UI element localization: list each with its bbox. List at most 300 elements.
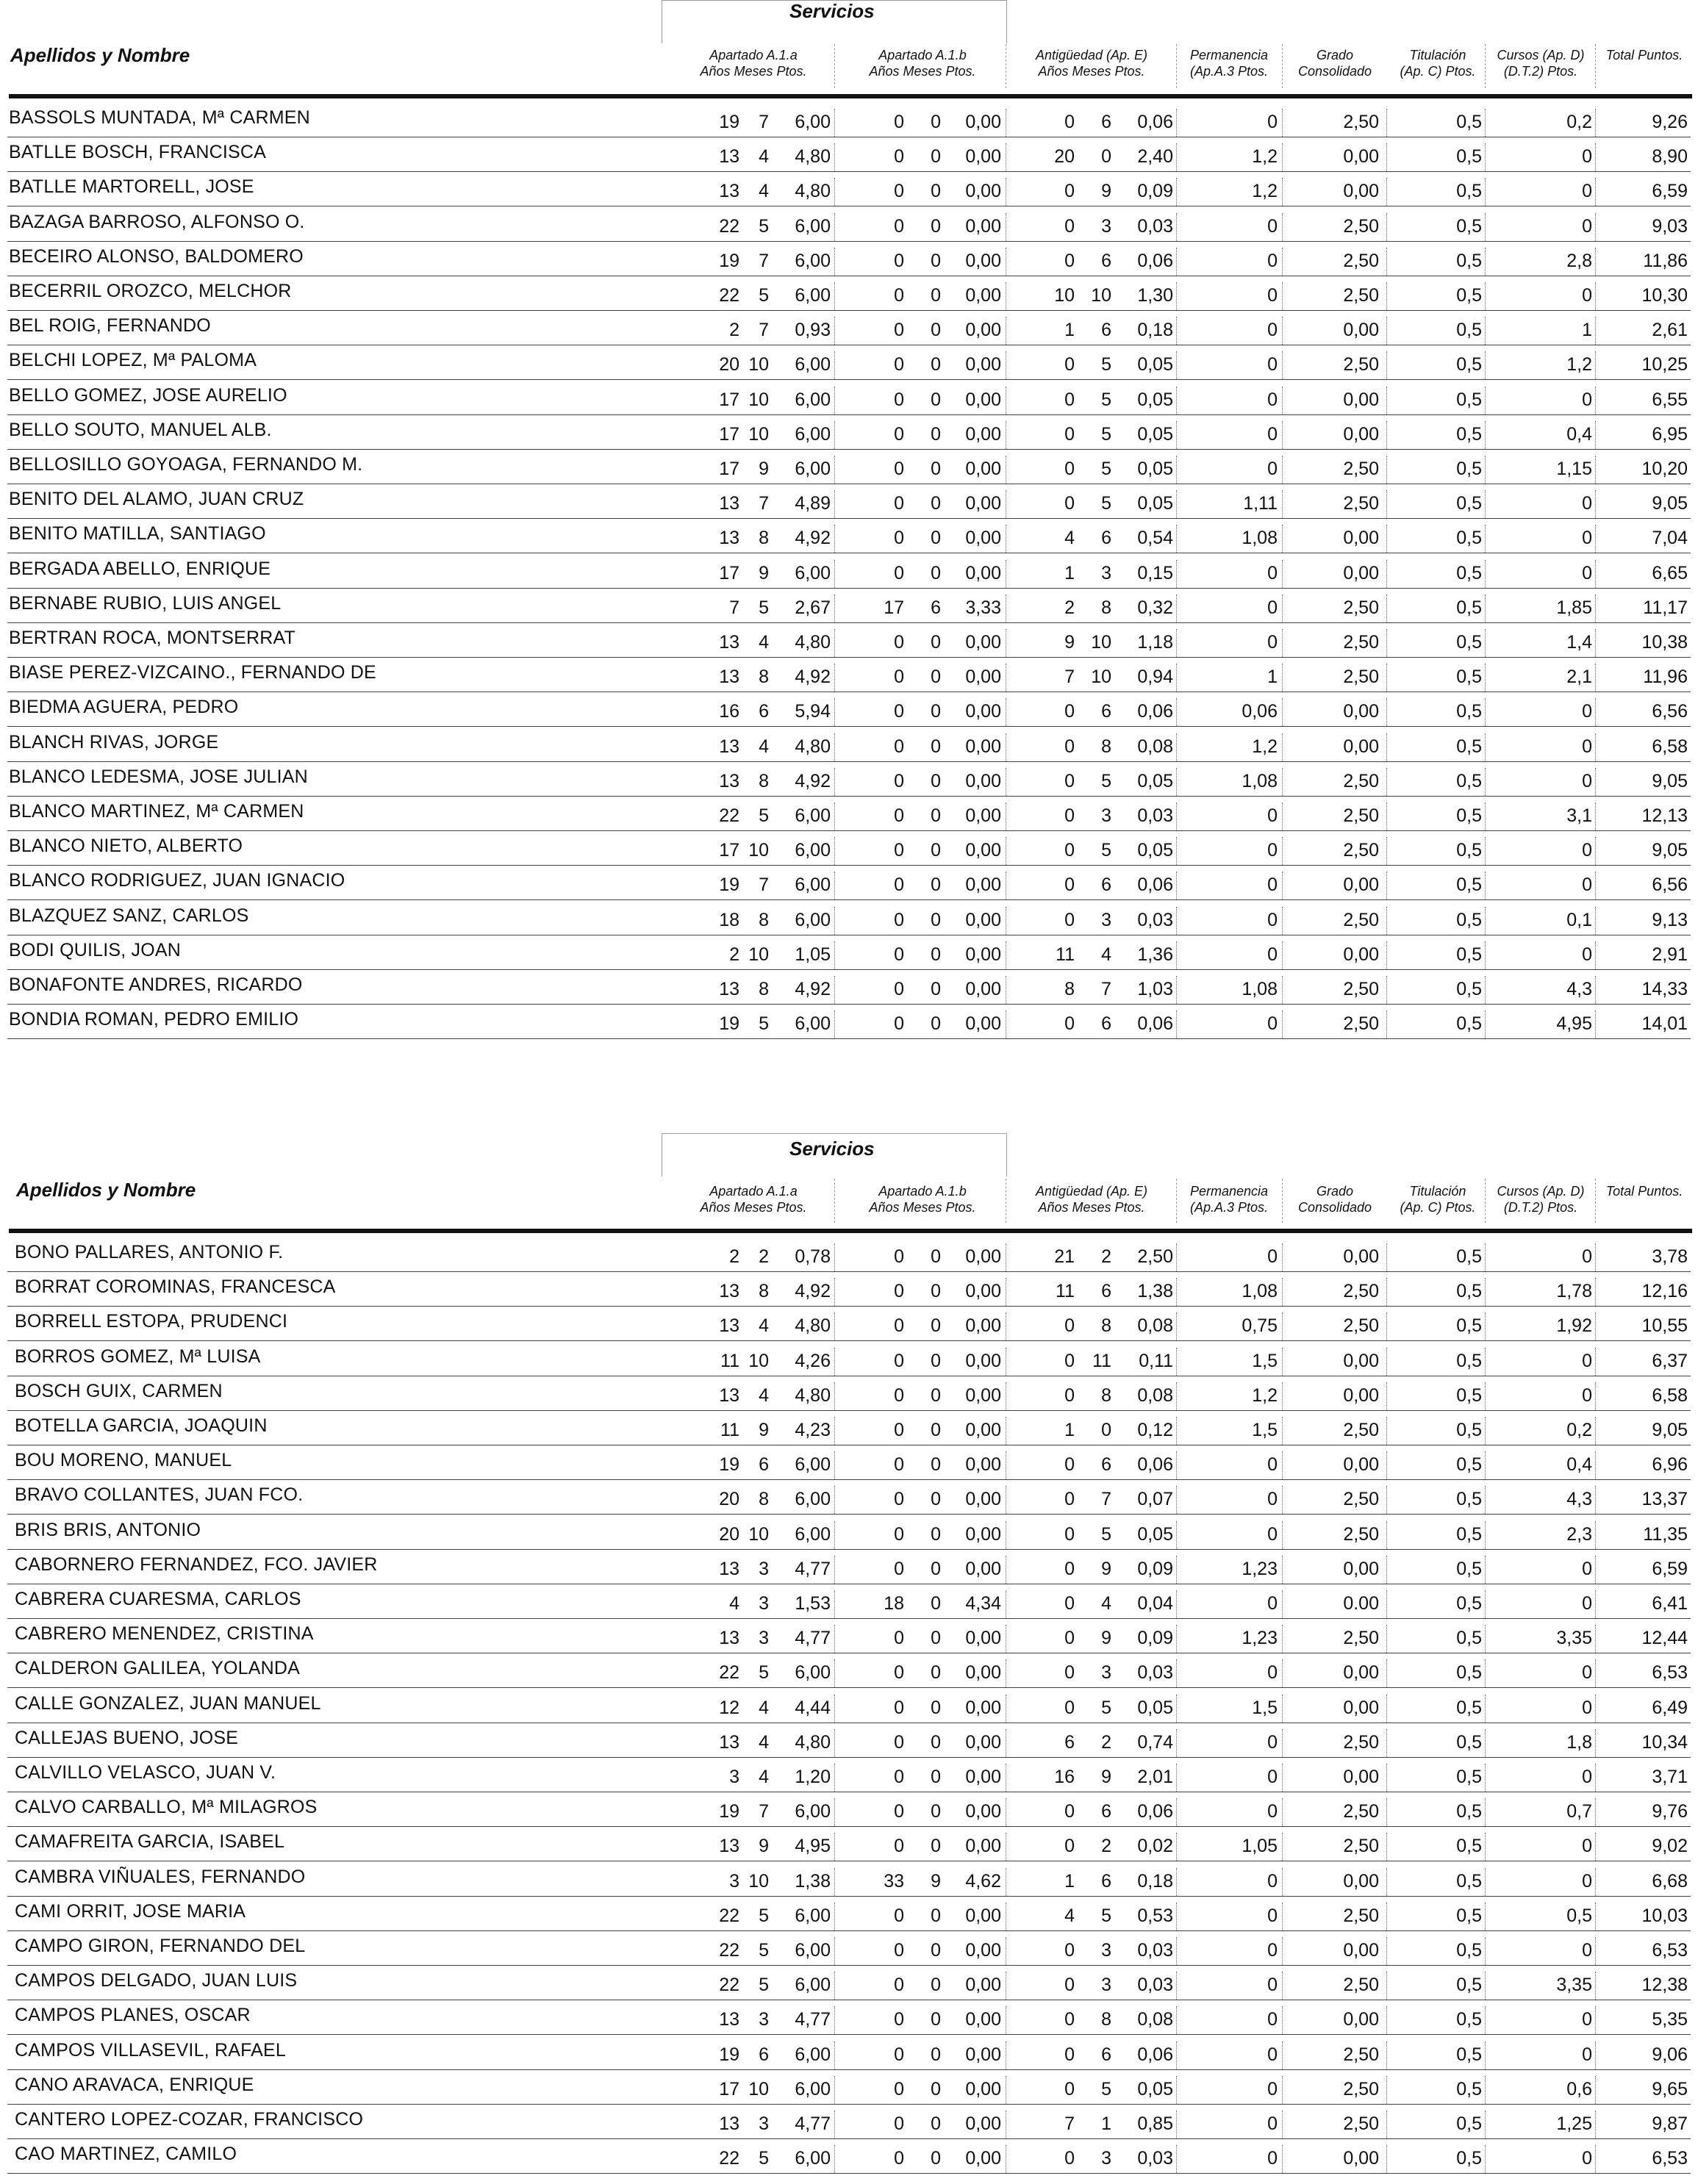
cell-a1b-meses: 0 bbox=[931, 112, 941, 132]
cell-titulacion: 0,5 bbox=[1456, 667, 1482, 688]
cell-grado: 0,00 bbox=[1343, 944, 1379, 965]
header-separator bbox=[834, 1179, 835, 1223]
cell-cursos: 0,4 bbox=[1566, 423, 1592, 445]
cell-ant-meses: 8 bbox=[1101, 597, 1111, 618]
cell-titulacion: 0,5 bbox=[1456, 840, 1482, 861]
cell-a1a-ptos: 6,00 bbox=[795, 2044, 831, 2065]
header-rule bbox=[9, 94, 1692, 98]
cell-a1a-meses: 10 bbox=[748, 354, 769, 376]
cell-total: 11,86 bbox=[1643, 250, 1688, 271]
cell-a1b-anos: 0 bbox=[894, 701, 904, 722]
cell-a1a-meses: 8 bbox=[759, 528, 769, 549]
cell-a1a-anos: 22 bbox=[719, 1975, 739, 1996]
cell-a1b-anos: 0 bbox=[894, 667, 904, 688]
cell-a1b-anos: 0 bbox=[894, 1013, 904, 1035]
column-divider bbox=[1176, 941, 1177, 969]
column-divider bbox=[1485, 387, 1486, 414]
cell-a1a-meses: 5 bbox=[759, 2148, 769, 2169]
cell-permanencia: 0 bbox=[1267, 423, 1278, 445]
cell-a1b-anos: 0 bbox=[894, 1523, 904, 1545]
cell-ant-meses: 3 bbox=[1101, 2148, 1111, 2169]
cell-ant-anos: 0 bbox=[1064, 1384, 1075, 1406]
cell-total: 8,90 bbox=[1652, 146, 1688, 168]
cell-grado: 2,50 bbox=[1343, 2113, 1379, 2134]
cell-ant-meses: 6 bbox=[1101, 1870, 1111, 1892]
cell-a1b-ptos: 0,00 bbox=[965, 1013, 1001, 1035]
column-divider bbox=[1595, 1695, 1596, 1723]
column-divider bbox=[1595, 837, 1596, 865]
cell-ant-ptos: 2,40 bbox=[1137, 146, 1173, 168]
cell-permanencia: 1,2 bbox=[1252, 1384, 1278, 1406]
column-divider bbox=[834, 976, 835, 1004]
column-divider bbox=[1386, 1695, 1387, 1723]
cell-a1b-anos: 0 bbox=[894, 1246, 904, 1267]
cell-total: 9,76 bbox=[1652, 1801, 1688, 1822]
cell-permanencia: 0 bbox=[1267, 320, 1278, 341]
cell-ant-meses: 5 bbox=[1101, 1905, 1111, 1926]
cell-a1b-ptos: 0,00 bbox=[965, 1975, 1001, 1996]
cell-name: BORRELL ESTOPA, PRUDENCI bbox=[15, 1311, 288, 1332]
cell-a1b-meses: 0 bbox=[931, 1975, 941, 1996]
cell-cursos: 0 bbox=[1582, 736, 1592, 757]
cell-a1b-ptos: 0,00 bbox=[965, 1940, 1001, 1961]
cell-a1b-anos: 0 bbox=[894, 944, 904, 965]
table-row bbox=[0, 172, 1698, 206]
column-divider bbox=[1595, 872, 1596, 899]
cell-a1a-meses: 8 bbox=[759, 770, 769, 791]
column-divider bbox=[1282, 560, 1283, 588]
cell-a1a-meses: 8 bbox=[759, 1281, 769, 1302]
cell-a1a-ptos: 4,80 bbox=[795, 1384, 831, 1406]
cell-ant-meses: 6 bbox=[1101, 874, 1111, 896]
cell-total: 6,56 bbox=[1652, 874, 1688, 896]
cell-a1b-ptos: 0,00 bbox=[965, 1731, 1001, 1753]
cell-total: 10,55 bbox=[1641, 1315, 1688, 1337]
table-row bbox=[0, 311, 1698, 345]
cell-ant-anos: 1 bbox=[1064, 1420, 1075, 1440]
column-divider bbox=[1595, 907, 1596, 935]
cell-titulacion: 0,5 bbox=[1456, 597, 1482, 618]
cell-titulacion: 0,5 bbox=[1456, 1628, 1482, 1649]
cell-ant-meses: 2 bbox=[1101, 1246, 1111, 1267]
cell-name: BLANCO RODRIGUEZ, JUAN IGNACIO bbox=[9, 870, 345, 891]
cell-ant-anos: 0 bbox=[1064, 1593, 1075, 1614]
col-total-header: Total Puntos. bbox=[1605, 48, 1683, 62]
cell-a1a-anos: 3 bbox=[729, 1767, 739, 1787]
cell-a1a-meses: 5 bbox=[759, 597, 769, 618]
table-row bbox=[0, 207, 1698, 242]
cell-a1b-anos: 0 bbox=[894, 1558, 904, 1579]
cell-ant-anos: 0 bbox=[1064, 1454, 1075, 1476]
cell-a1b-anos: 0 bbox=[894, 1731, 904, 1753]
cell-a1b-meses: 0 bbox=[931, 1315, 941, 1337]
cell-a1a-meses: 4 bbox=[759, 736, 769, 757]
cell-cursos: 0 bbox=[1582, 2009, 1592, 2030]
cell-titulacion: 0,5 bbox=[1456, 1767, 1482, 1787]
cell-a1a-ptos: 4,77 bbox=[795, 2009, 831, 2030]
cell-cursos: 0 bbox=[1582, 770, 1592, 791]
column-divider bbox=[1282, 664, 1283, 692]
cell-a1b-anos: 0 bbox=[894, 1281, 904, 1302]
cell-a1a-anos: 13 bbox=[719, 1384, 739, 1406]
column-divider bbox=[1282, 1590, 1283, 1618]
cell-a1b-ptos: 0,00 bbox=[965, 1767, 1001, 1787]
column-divider bbox=[1282, 1348, 1283, 1376]
cell-a1b-meses: 0 bbox=[931, 423, 941, 445]
cell-a1a-meses: 5 bbox=[759, 1013, 769, 1035]
column-divider bbox=[1485, 456, 1486, 484]
cell-a1b-anos: 0 bbox=[894, 2148, 904, 2169]
column-divider bbox=[834, 351, 835, 379]
cell-grado: 2,50 bbox=[1343, 493, 1379, 514]
cell-cursos: 1,8 bbox=[1566, 1731, 1592, 1753]
column-divider bbox=[1595, 421, 1596, 449]
table-row bbox=[0, 242, 1698, 276]
column-divider bbox=[1485, 1833, 1486, 1861]
cell-a1a-anos: 2 bbox=[729, 1246, 739, 1267]
column-divider bbox=[834, 317, 835, 345]
column-divider bbox=[1176, 1764, 1177, 1792]
cell-cursos: 0 bbox=[1582, 840, 1592, 861]
cell-a1b-meses: 0 bbox=[931, 389, 941, 410]
cell-name: CAMAFREITA GARCIA, ISABEL bbox=[15, 1831, 285, 1853]
cell-a1b-ptos: 0,00 bbox=[965, 979, 1001, 999]
cell-permanencia: 0 bbox=[1267, 2148, 1278, 2169]
cell-ant-meses: 0 bbox=[1101, 146, 1111, 168]
column-divider bbox=[1176, 1312, 1177, 1340]
column-divider bbox=[1176, 490, 1177, 518]
column-divider bbox=[1485, 595, 1486, 622]
cell-a1b-meses: 0 bbox=[931, 1628, 941, 1649]
column-divider bbox=[1386, 560, 1387, 588]
cell-a1a-ptos: 6,00 bbox=[795, 354, 831, 376]
cell-a1a-ptos: 4,23 bbox=[795, 1420, 831, 1440]
cell-grado: 2,50 bbox=[1343, 1975, 1379, 1996]
column-divider bbox=[1386, 2006, 1387, 2034]
cell-ant-ptos: 0,06 bbox=[1137, 1801, 1173, 1822]
cell-total: 11,17 bbox=[1643, 597, 1688, 618]
header-separator bbox=[1595, 1179, 1596, 1223]
cell-a1a-meses: 9 bbox=[759, 1836, 769, 1857]
cell-a1b-anos: 0 bbox=[894, 1767, 904, 1787]
cell-permanencia: 1,5 bbox=[1252, 1697, 1278, 1718]
column-divider bbox=[1595, 178, 1596, 206]
cell-a1a-meses: 4 bbox=[759, 1767, 769, 1787]
cell-ant-ptos: 0,11 bbox=[1139, 1350, 1173, 1371]
cell-a1b-ptos: 0,00 bbox=[965, 1836, 1001, 1857]
cell-titulacion: 0,5 bbox=[1456, 459, 1482, 479]
cell-cursos: 0 bbox=[1582, 1662, 1592, 1684]
table-row bbox=[0, 2105, 1698, 2139]
cell-ant-meses: 3 bbox=[1101, 909, 1111, 930]
cell-grado: 0,00 bbox=[1343, 1940, 1379, 1961]
cell-ant-meses: 10 bbox=[1091, 667, 1111, 688]
cell-a1b-anos: 0 bbox=[894, 1801, 904, 1822]
cell-ant-ptos: 0,02 bbox=[1137, 1836, 1173, 1857]
cell-name: CAO MARTINEZ, CAMILO bbox=[15, 2144, 237, 2165]
cell-a1a-anos: 17 bbox=[719, 2078, 739, 2099]
column-divider bbox=[1176, 213, 1177, 241]
cell-a1a-anos: 19 bbox=[719, 112, 739, 132]
col-grado-header: Grado Consolidado bbox=[1297, 48, 1372, 79]
cell-a1b-ptos: 0,00 bbox=[965, 1420, 1001, 1440]
cell-permanencia: 1,5 bbox=[1252, 1420, 1278, 1440]
column-divider bbox=[1386, 1556, 1387, 1584]
cell-name: BENITO MATILLA, SANTIAGO bbox=[9, 523, 266, 545]
cell-a1a-meses: 4 bbox=[759, 1384, 769, 1406]
cell-a1a-anos: 13 bbox=[719, 1836, 739, 1857]
table-row bbox=[0, 1342, 1698, 1376]
column-divider bbox=[1595, 1382, 1596, 1410]
cell-a1b-ptos: 0,00 bbox=[965, 1558, 1001, 1579]
column-divider bbox=[1176, 2041, 1177, 2069]
cell-a1a-anos: 22 bbox=[719, 805, 739, 826]
column-divider bbox=[1386, 213, 1387, 241]
cell-cursos: 0 bbox=[1582, 1940, 1592, 1961]
cell-a1a-meses: 7 bbox=[759, 112, 769, 132]
cell-a1a-meses: 7 bbox=[759, 1801, 769, 1822]
cell-grado: 0,00 bbox=[1343, 1870, 1379, 1892]
column-divider bbox=[834, 1764, 835, 1792]
cell-a1a-anos: 20 bbox=[719, 354, 739, 376]
cell-a1a-ptos: 6,00 bbox=[795, 459, 831, 479]
cell-cursos: 0 bbox=[1582, 1836, 1592, 1857]
cell-a1a-anos: 2 bbox=[729, 320, 739, 341]
column-divider bbox=[834, 1729, 835, 1757]
cell-a1b-ptos: 0,00 bbox=[965, 493, 1001, 514]
column-divider bbox=[1386, 2076, 1387, 2104]
column-divider bbox=[1282, 1764, 1283, 1792]
cell-name: CAMBRA VIÑUALES, FERNANDO bbox=[15, 1866, 306, 1887]
cell-grado: 2,50 bbox=[1343, 632, 1379, 653]
cell-cursos: 3,1 bbox=[1566, 805, 1592, 826]
column-divider bbox=[1386, 456, 1387, 484]
cell-cursos: 0,4 bbox=[1566, 1454, 1592, 1476]
cell-a1a-anos: 13 bbox=[719, 1628, 739, 1649]
column-divider bbox=[1176, 1798, 1177, 1826]
cell-a1a-anos: 7 bbox=[729, 597, 739, 618]
cell-ant-ptos: 0,05 bbox=[1137, 840, 1173, 861]
cell-permanencia: 0 bbox=[1267, 562, 1278, 583]
column-divider bbox=[1282, 1625, 1283, 1653]
cell-ant-ptos: 0,18 bbox=[1137, 1870, 1173, 1892]
cell-grado: 2,50 bbox=[1343, 285, 1379, 306]
column-divider bbox=[1386, 907, 1387, 935]
column-divider bbox=[1485, 664, 1486, 692]
cell-ant-ptos: 0,08 bbox=[1137, 736, 1173, 757]
column-divider bbox=[1176, 1625, 1177, 1653]
cell-a1a-meses: 8 bbox=[759, 979, 769, 999]
cell-grado: 0,00 bbox=[1343, 874, 1379, 896]
cell-a1a-ptos: 4,92 bbox=[795, 528, 831, 549]
column-divider bbox=[1595, 1833, 1596, 1861]
cell-grado: 2,50 bbox=[1343, 1013, 1379, 1035]
cell-a1b-meses: 0 bbox=[931, 562, 941, 583]
header-separator bbox=[1176, 1179, 1177, 1223]
column-divider bbox=[1386, 248, 1387, 276]
cell-ant-ptos: 0,32 bbox=[1137, 597, 1173, 618]
cell-cursos: 1,92 bbox=[1556, 1315, 1592, 1337]
cell-a1b-ptos: 0,00 bbox=[965, 146, 1001, 168]
cell-a1b-anos: 0 bbox=[894, 1315, 904, 1337]
column-divider bbox=[1282, 2041, 1283, 2069]
column-divider bbox=[1282, 1868, 1283, 1896]
table-row bbox=[0, 519, 1698, 553]
column-divider bbox=[1176, 317, 1177, 345]
col-grado-header: Grado Consolidado bbox=[1297, 1184, 1372, 1215]
column-divider bbox=[1595, 1556, 1596, 1584]
cell-permanencia: 0 bbox=[1267, 1489, 1278, 1510]
column-divider bbox=[1595, 143, 1596, 171]
cell-ant-ptos: 0,09 bbox=[1137, 1628, 1173, 1649]
cell-a1b-ptos: 0,00 bbox=[965, 770, 1001, 791]
column-divider bbox=[1595, 1659, 1596, 1687]
column-divider bbox=[1282, 733, 1283, 761]
column-divider bbox=[1176, 1868, 1177, 1896]
cell-ant-ptos: 0,05 bbox=[1137, 2078, 1173, 2099]
cell-a1b-meses: 0 bbox=[931, 1281, 941, 1302]
col-permanencia-header: Permanencia (Ap.A.3 Ptos. bbox=[1189, 1184, 1269, 1215]
cell-ant-meses: 3 bbox=[1101, 1975, 1111, 1996]
cell-ant-meses: 6 bbox=[1101, 2044, 1111, 2065]
cell-a1a-ptos: 6,00 bbox=[795, 1801, 831, 1822]
cell-a1a-ptos: 6,00 bbox=[795, 215, 831, 237]
cell-total: 9,65 bbox=[1652, 2078, 1688, 2099]
cell-permanencia: 0 bbox=[1267, 1593, 1278, 1614]
column-divider bbox=[1595, 1010, 1596, 1038]
cell-a1b-meses: 0 bbox=[931, 1420, 941, 1440]
column-divider bbox=[1595, 664, 1596, 692]
cell-a1b-ptos: 0,00 bbox=[965, 1246, 1001, 1267]
cell-a1b-meses: 0 bbox=[931, 1384, 941, 1406]
cell-a1a-meses: 3 bbox=[759, 1558, 769, 1579]
column-divider bbox=[1176, 802, 1177, 830]
cell-ant-meses: 6 bbox=[1101, 1801, 1111, 1822]
column-divider bbox=[834, 1451, 835, 1479]
cell-grado: 0,00 bbox=[1343, 1246, 1379, 1267]
column-divider bbox=[1176, 976, 1177, 1004]
column-divider bbox=[1176, 595, 1177, 622]
cell-name: BELCHI LOPEZ, Mª PALOMA bbox=[9, 350, 257, 371]
column-divider bbox=[834, 1382, 835, 1410]
column-divider bbox=[1386, 1903, 1387, 1930]
cell-name: CABRERA CUARESMA, CARLOS bbox=[15, 1589, 301, 1609]
cell-a1a-meses: 8 bbox=[759, 667, 769, 688]
column-divider bbox=[1176, 2145, 1177, 2173]
column-divider bbox=[1282, 941, 1283, 969]
cell-ant-anos: 0 bbox=[1064, 1350, 1075, 1371]
cell-ant-meses: 5 bbox=[1101, 423, 1111, 445]
cell-titulacion: 0,5 bbox=[1456, 909, 1482, 930]
cell-a1a-anos: 22 bbox=[719, 1940, 739, 1961]
table-row bbox=[0, 1897, 1698, 1931]
cell-a1a-anos: 13 bbox=[719, 146, 739, 168]
column-divider bbox=[834, 282, 835, 310]
column-divider bbox=[834, 1521, 835, 1549]
cell-titulacion: 0,5 bbox=[1456, 1350, 1482, 1371]
cell-name: CALDERON GALILEA, YOLANDA bbox=[15, 1658, 301, 1679]
cell-a1a-ptos: 1,20 bbox=[795, 1767, 831, 1787]
cell-a1b-meses: 0 bbox=[931, 1593, 941, 1614]
cell-a1a-meses: 9 bbox=[759, 1420, 769, 1440]
cell-cursos: 0 bbox=[1582, 1697, 1592, 1718]
cell-a1a-ptos: 6,00 bbox=[795, 250, 831, 271]
cell-titulacion: 0,5 bbox=[1456, 1870, 1482, 1892]
cell-a1b-ptos: 0,00 bbox=[965, 2113, 1001, 2134]
cell-titulacion: 0,5 bbox=[1456, 2044, 1482, 2065]
column-divider bbox=[1282, 525, 1283, 553]
column-divider bbox=[1386, 1798, 1387, 1826]
cell-titulacion: 0,5 bbox=[1456, 2148, 1482, 2169]
cell-titulacion: 0,5 bbox=[1456, 979, 1482, 999]
cell-a1b-meses: 0 bbox=[931, 1662, 941, 1684]
cell-a1a-ptos: 4,95 bbox=[795, 1836, 831, 1857]
column-divider bbox=[1176, 1903, 1177, 1930]
column-divider bbox=[1485, 2111, 1486, 2138]
cell-permanencia: 0 bbox=[1267, 1454, 1278, 1476]
cell-a1b-meses: 0 bbox=[931, 1697, 941, 1718]
cell-a1b-meses: 0 bbox=[931, 320, 941, 341]
cell-a1a-ptos: 6,00 bbox=[795, 874, 831, 896]
cell-a1a-anos: 13 bbox=[719, 667, 739, 688]
table-row bbox=[0, 1862, 1698, 1897]
column-divider bbox=[1176, 872, 1177, 899]
cell-grado: 0,00 bbox=[1343, 1662, 1379, 1684]
cell-ant-anos: 0 bbox=[1064, 1315, 1075, 1337]
cell-ant-meses: 5 bbox=[1101, 459, 1111, 479]
cell-ant-meses: 3 bbox=[1101, 805, 1111, 826]
cell-titulacion: 0,5 bbox=[1456, 1281, 1482, 1302]
column-divider bbox=[834, 941, 835, 969]
cell-ant-anos: 16 bbox=[1054, 1767, 1075, 1787]
table-row bbox=[0, 1411, 1698, 1445]
table-row bbox=[0, 137, 1698, 172]
cell-permanencia: 0 bbox=[1267, 874, 1278, 896]
col-titulacion-header: Titulación (Ap. C) Ptos. bbox=[1400, 1184, 1476, 1215]
cell-ant-anos: 0 bbox=[1064, 1975, 1075, 1996]
column-divider bbox=[1386, 351, 1387, 379]
column-divider bbox=[1176, 1937, 1177, 1965]
cell-a1b-ptos: 0,00 bbox=[965, 423, 1001, 445]
cell-a1a-meses: 7 bbox=[759, 493, 769, 514]
row-divider bbox=[7, 2173, 1691, 2174]
column-divider bbox=[834, 1556, 835, 1584]
cell-grado: 0,00 bbox=[1343, 736, 1379, 757]
column-divider bbox=[1595, 213, 1596, 241]
cell-titulacion: 0,5 bbox=[1456, 1731, 1482, 1753]
column-divider bbox=[1595, 595, 1596, 622]
cell-total: 6,37 bbox=[1652, 1350, 1688, 1371]
cell-permanencia: 0,75 bbox=[1242, 1315, 1278, 1337]
column-divider bbox=[1176, 1382, 1177, 1410]
cell-a1a-anos: 20 bbox=[719, 1489, 739, 1510]
cell-name: CAMI ORRIT, JOSE MARIA bbox=[15, 1900, 246, 1922]
cell-grado: 0,00 bbox=[1343, 1350, 1379, 1371]
cell-grado: 2,50 bbox=[1343, 250, 1379, 271]
cell-a1b-ptos: 0,00 bbox=[965, 389, 1001, 410]
column-divider bbox=[1595, 2076, 1596, 2104]
column-divider bbox=[1485, 1868, 1486, 1896]
cell-name: CALVILLO VELASCO, JUAN V. bbox=[15, 1762, 276, 1783]
column-divider bbox=[1485, 1451, 1486, 1479]
cell-a1a-meses: 4 bbox=[759, 1697, 769, 1718]
column-divider bbox=[1386, 1937, 1387, 1965]
cell-a1a-meses: 10 bbox=[748, 2078, 769, 2099]
cell-grado: 0,00 bbox=[1343, 320, 1379, 341]
cell-a1b-meses: 0 bbox=[931, 146, 941, 168]
column-divider bbox=[1595, 1451, 1596, 1479]
column-divider bbox=[1386, 1348, 1387, 1376]
